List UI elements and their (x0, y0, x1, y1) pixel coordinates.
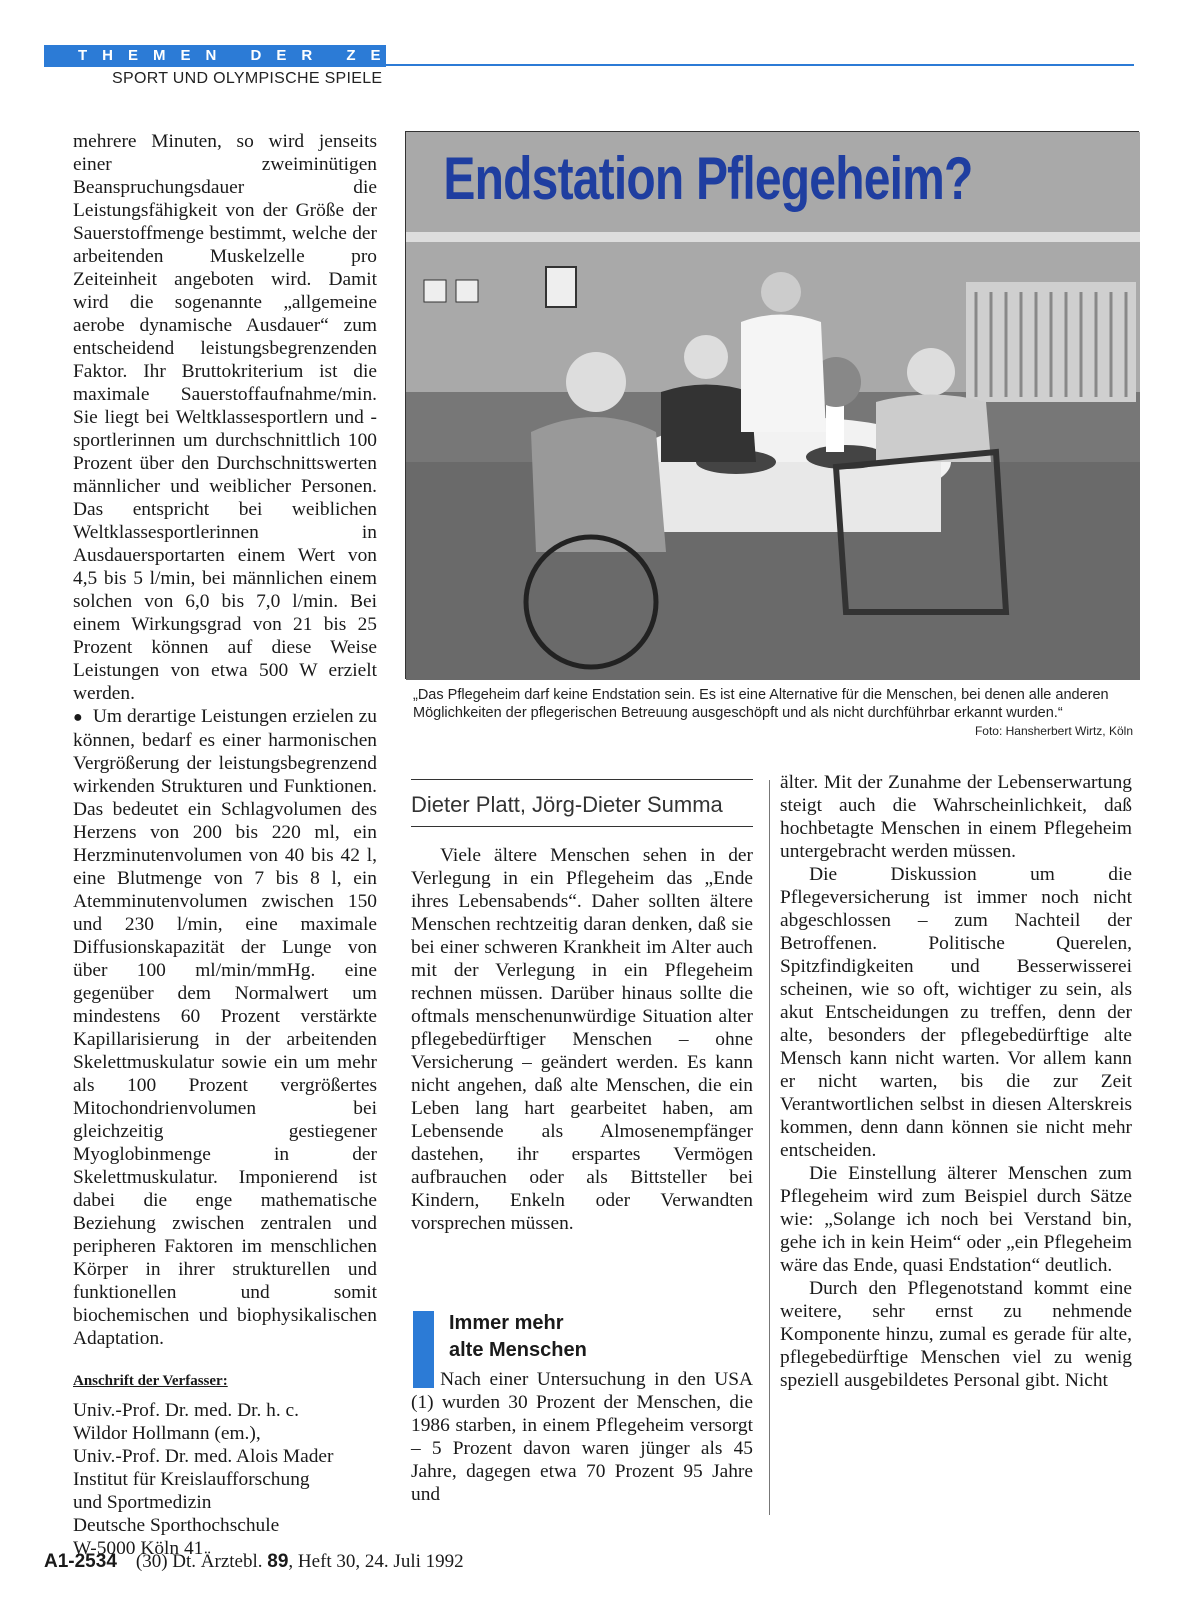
article-title: Endstation Pflegeheim? (443, 145, 973, 212)
volume-number: 89 (267, 1551, 289, 1572)
subheading-line-1: Immer mehr (449, 1312, 564, 1334)
photo-credit: Foto: Hansherbert Wirtz, Köln (974, 724, 1133, 738)
subheading-line-2: alte Menschen (449, 1339, 587, 1361)
author-address (73, 1399, 377, 1560)
left-paragraph-1: mehrere Minuten, so wird jenseits einer zweiminütigen Beanspruchungsdauer die Leistungsfähigkeit von der Größe der Sauerstoffmenge bestimmt, welche der arbeitenden Muskelzelle pro Zeiteinheit angeboten wird. Damit wird die sogenannte „allgemeine aerobe dynamische Ausdauer“ zum entscheidend leistungsbegrenzenden Faktor. Ihr Bruttokriterium ist die maximale Sauerstoffaufnahme/min. Sie liegt bei Weltklassesportlern und -sportlerinnen um durchschnittlich 100 Prozent über den Durchschnittswerten männlicher und weiblicher Personen. Das entspricht bei weiblichen Weltklassesportlerinnen in Ausdauersportarten einem Wert von 4,5 bis 5 l/min, bei männlichen einem solchen von 6,0 bis 7,0 l/min. Bei einem Wirkungsgrad von 21 bis 25 Prozent können auf diese Weise Leistungen von etwa 500 W erzielt werden. (73, 131, 377, 704)
left-column (73, 130, 377, 1560)
address-line: W-5000 Köln 41 (73, 1538, 204, 1559)
column-divider (769, 780, 770, 1515)
caption-text: „Das Pflegeheim darf keine Endstation sein. Es ist eine Alternative für die Menschen, bei denen alle anderen Möglichkeiten der pflegerischen Betreuung ausgeschöpft und als nicht durchführbar erkannt wurden.“ (413, 687, 1109, 721)
middle-paragraph-1: Viele ältere Menschen sehen in der Verlegung in ein Pflegeheim das „Ende ihres Lebensabends“. Daher sollten ältere Menschen rechtzeitig daran denken, daß sie bei einer schweren Krankheit im Alter auch mit der Verlegung in ein Pflegeheim rechnen müssen. Darüber hinaus sollte die oftmals menschenunwürdige Situation alter pflegebedürftiger Menschen – ohne Versicherung – geändert werden. Es kann nicht angehen, daß alte Menschen, die ein Leben lang hart gearbeitet haben, am Lebensende als Almosenempfänger dastehen, ihr erspartes Vermögen aufbrauchen oder als Bittsteller bei Kindern, Enkeln oder Verwandten vorsprechen müssen. (411, 845, 753, 1234)
left-paragraph-2-text: Um derartige Leistungen erzielen zu können, bedarf es einer harmonischen Vergrößerung der leistungsbegrenzend wirkenden Strukturen und Funktionen. Das bedeutet ein Schlagvolumen des Herzens von 200 bis 220 ml, ein Herzminutenvolumen von 40 bis 42 l, eine Blutmenge von 7 bis 8 l, ein Atemminutenvolumen zwischen 150 und 230 l/min, eine maximale Diffusionskapazität der Lunge von über 100 ml/min/mmHg. eine gegenüber dem Normalwert um mindestens 60 Prozent verstärkte Kapillarisierung in der arbeitenden Skelettmuskulatur sowie ein um mehr als 100 Prozent vergrößertes Mitochondrienvolumen bei gleichzeitig gestiegener Myoglobinmenge in der Skelettmuskulatur. Imponierend ist dabei die enge mathematische Beziehung zwischen zentralen und peripheren Faktoren im menschlichen Körper in ihrer strukturellen und funktionellen und somit biochemischen und biophysikalischen Adaptation. (73, 706, 377, 1349)
page-footer (44, 1551, 464, 1573)
middle-column-bottom (411, 1368, 753, 1506)
header-rule (386, 64, 1134, 66)
photo-illustration (406, 132, 1140, 680)
photo-caption (413, 686, 1133, 740)
right-column (780, 771, 1132, 1392)
section-title: SPORT UND OLYMPISCHE SPIELE (112, 70, 383, 87)
address-heading: Anschrift der Verfasser: (73, 1373, 228, 1389)
address-line: Univ.-Prof. Dr. med. Alois Mader (73, 1446, 334, 1467)
left-paragraph-2 (73, 705, 377, 1350)
address-line: Deutsche Sporthochschule (73, 1515, 280, 1536)
authors-rule-bottom (411, 826, 753, 827)
right-paragraph-4: Durch den Pflegenotstand kommt eine weitere, sehr ernst zu nehmende Komponente hinzu, zumal es gerade für alte, pflegebedürftige Menschen viel zu wenig speziell ausgebildetes Personal gibt. Nicht (780, 1278, 1132, 1391)
middle-paragraph-2: Nach einer Untersuchung in den USA (1) wurden 30 Prozent der Menschen, die 1986 starben, in einem Pflegeheim versorgt – 5 Prozent davon waren jünger als 45 Jahre, dagegen etwa 70 Prozent 95 Jahre und (411, 1369, 753, 1505)
right-paragraph-3: Die Einstellung älterer Menschen zum Pflegeheim wird zum Beispiel durch Sätze wie: „Solange ich noch bei Verstand bin, gehe ich in kein Heim“ oder „ein Pflegeheim wäre das Ende, quasi Endstation“ deutlich. (780, 1163, 1132, 1276)
address-line: und Sportmedizin (73, 1492, 212, 1513)
right-paragraph-1: älter. Mit der Zunahme der Lebenserwartung steigt auch die Wahrscheinlichkeit, daß hochbetagte Menschen in einem Pflegeheim untergebracht werden müssen. (780, 772, 1132, 862)
right-paragraph-2: Die Diskussion um die Pflegeversicherung ist immer noch nicht abgeschlossen – zum Nachteil der Betroffenen. Politische Querelen, Spitzfindigkeiten und Besserwisserei scheinen, wie so oft, wichtiger zu sein, als akut Entscheidungen zu treffen, denn der alte, besonders der pflegebedürftige alte Mensch kann nicht warten. Vor allem kann er nicht warten, bis die zur Zeit Verantwortlichen selbst in diesen Alterskreis kommen, denn dann können sie nicht mehr entscheiden. (780, 864, 1132, 1161)
address-line: Wildor Hollmann (em.), (73, 1423, 261, 1444)
section-banner: THEMEN DER ZEIT (44, 45, 386, 67)
authors-rule-top (411, 779, 753, 780)
address-line: Institut für Kreislaufforschung (73, 1469, 310, 1490)
subheading (449, 1310, 587, 1364)
article-photo (405, 131, 1139, 679)
article-authors: Dieter Platt, Jörg-Dieter Summa (411, 792, 723, 817)
citation-prefix: (30) Dt. Ärztebl. (135, 1551, 263, 1572)
address-line: Univ.-Prof. Dr. med. Dr. h. c. (73, 1400, 300, 1421)
page-code: A1-2534 (44, 1551, 117, 1572)
middle-column-top (411, 844, 753, 1235)
citation-suffix: , Heft 30, 24. Juli 1992 (288, 1551, 464, 1572)
